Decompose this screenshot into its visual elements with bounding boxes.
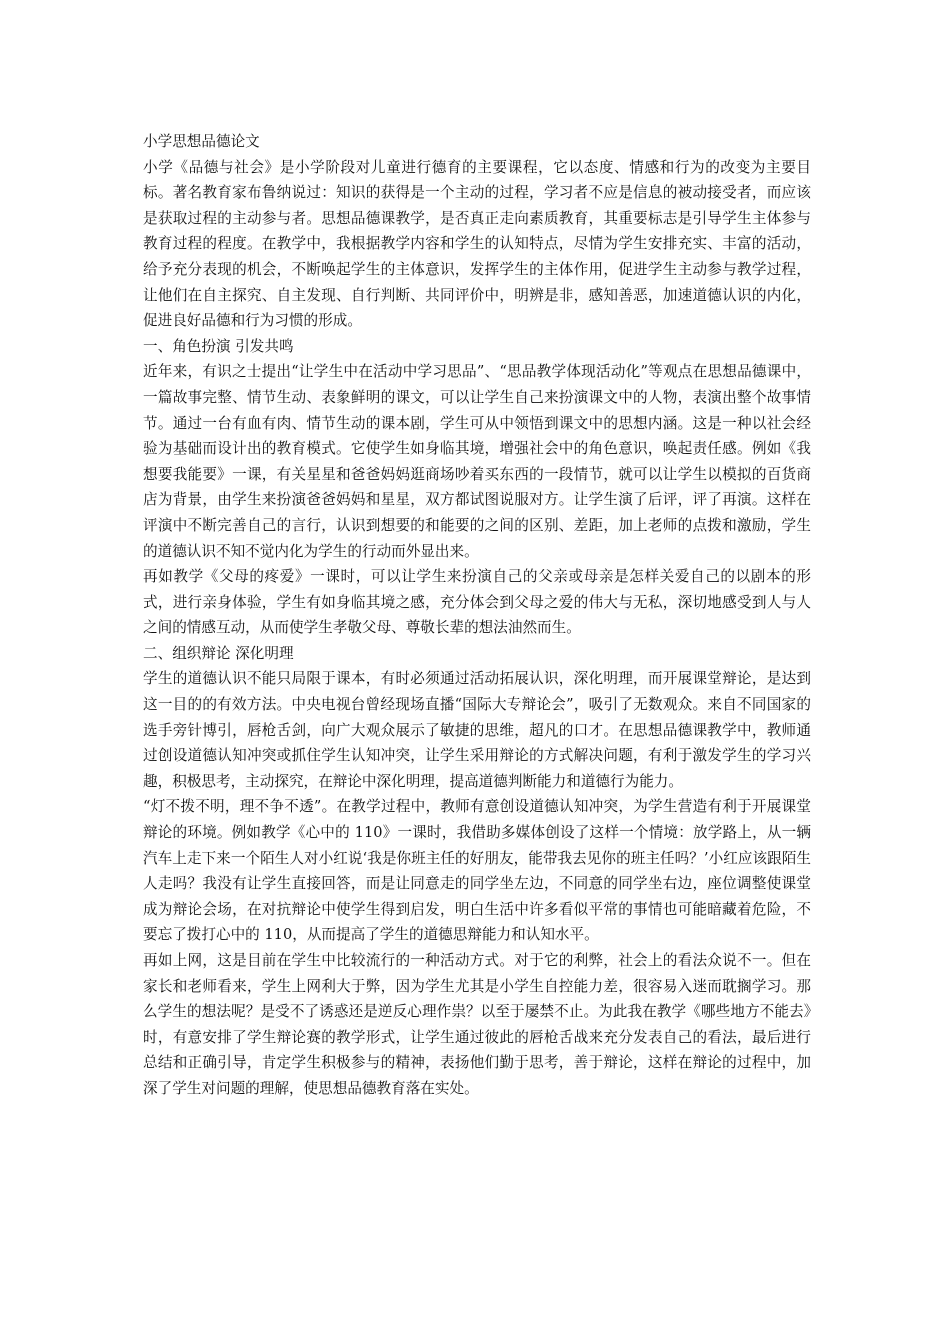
section-2-paragraph-1: 学生的道德认识不能只局限于课本，有时必须通过活动拓展认识，深化明理，而开展课堂辩论，是达到这一目的的有效方法。中央电视台曾经现场直播“国际大专辩论会”，吸引了无数观众。来自不同国家的选手旁针博引，唇枪舌剑，向广大观众展示了敏捷的思维，超凡的口才。在思想品德课教学中，教师通过创设道德认知冲突或抓住学生认知冲突，让学生采用辩论的方式解决问题，有利于激发学生的学习兴趣，积极思考，主动探究，在辩论中深化明理，提高道德判断能力和道德行为能力。	[143, 670, 811, 790]
section-heading-2: 二、组织辩论 深化明理	[143, 644, 294, 662]
document-body	[143, 129, 811, 1102]
document-title: 小学思想品德论文	[143, 133, 260, 150]
section-2-paragraph-3: 再如上网，这是目前在学生中比较流行的一种活动方式。对于它的利弊，社会上的看法众说不一。但在家长和老师看来，学生上网利大于弊，因为学生尤其是小学生自控能力差，很容易入迷而耽搁学习。那么学生的想法呢？是受不了诱惑还是逆反心理作祟？以至于屡禁不止。为此我在教学《哪些地方不能去》时，有意安排了学生辩论赛的教学形式，让学生通过彼此的唇枪舌战来充分发表自己的看法，最后进行总结和正确引导，肯定学生积极参与的精神，表扬他们勤于思考，善于辩论，这样在辩论的过程中，加深了学生对问题的理解，使思想品德教育落在实处。	[143, 952, 811, 1097]
section-1-paragraph-1: 近年来，有识之士提出“让学生中在活动中学习思品”、“思品教学体现活动化”等观点在思想品德课中，一篇故事完整、情节生动、表象鲜明的课文，可以让学生自己来扮演课文中的人物，表演出整个故事情节。通过一台有血有肉、情节生动的课本剧，学生可从中领悟到课文中的思想内涵。这是一种以社会经验为基础而设计出的教育模式。它使学生如身临其境，增强社会中的角色意识，唤起责任感。例如《我想要我能要》一课，有关星星和爸爸妈妈逛商场吵着买东西的一段情节，就可以让学生以模拟的百货商店为背景，由学生来扮演爸爸妈妈和星星，双方都试图说服对方。让学生演了后评，评了再演。这样在评演中不断完善自己的言行，认识到想要的和能要的之间的区别、差距，加上老师的点拨和激励，学生的道德认识不知不觉内化为学生的行动而外显出来。	[143, 363, 811, 560]
section-1-paragraph-2: 再如教学《父母的疼爱》一课时，可以让学生来扮演自己的父亲或母亲是怎样关爱自己的以剧本的形式，进行亲身体验，学生有如身临其境之感，充分体会到父母之爱的伟大与无私，深切地感受到人与人之间的情感互动，从而使学生孝敬父母、尊敬长辈的想法油然而生。	[143, 568, 811, 637]
section-heading-1: 一、角色扮演 引发共鸣	[143, 337, 294, 355]
intro-paragraph: 小学《品德与社会》是小学阶段对儿童进行德育的主要课程，它以态度、情感和行为的改变为主要目标。著名教育家布鲁纳说过：知识的获得是一个主动的过程，学习者不应是信息的被动接受者，而应该是获取过程的主动参与者。思想品德课教学，是否真正走向素质教育，其重要标志是引导学生主体参与教育过程的程度。在教学中，我根据教学内容和学生的认知特点，尽情为学生安排充实、丰富的活动，给予充分表现的机会，不断唤起学生的主体意识，发挥学生的主体作用，促进学生主动参与教学过程，让他们在自主探究、自主发现、自行判断、共同评价中，明辨是非，感知善恶，加速道德认识的内化，促进良好品德和行为习惯的形成。	[143, 158, 811, 330]
section-2-paragraph-2: “灯不拨不明，理不争不透”。在教学过程中，教师有意创设道德认知冲突，为学生营造有利于开展课堂辩论的环境。例如教学《心中的 110》一课时，我借助多媒体创设了这样一个情境：放学路上，从一辆汽车上走下来一个陌生人对小红说‘我是你班主任的好朋友，能带我去见你的班主任吗？’小红应该跟陌生人走吗？我没有让学生直接回答，而是让同意走的同学坐左边，不同意的同学坐右边，座位调整使课堂成为辩论会场，在对抗辩论中使学生得到启发，明白生活中许多看似平常的事情也可能暗藏着危险，不要忘了拨打心中的 110，从而提高了学生的道德思辩能力和认知水平。	[143, 798, 811, 944]
